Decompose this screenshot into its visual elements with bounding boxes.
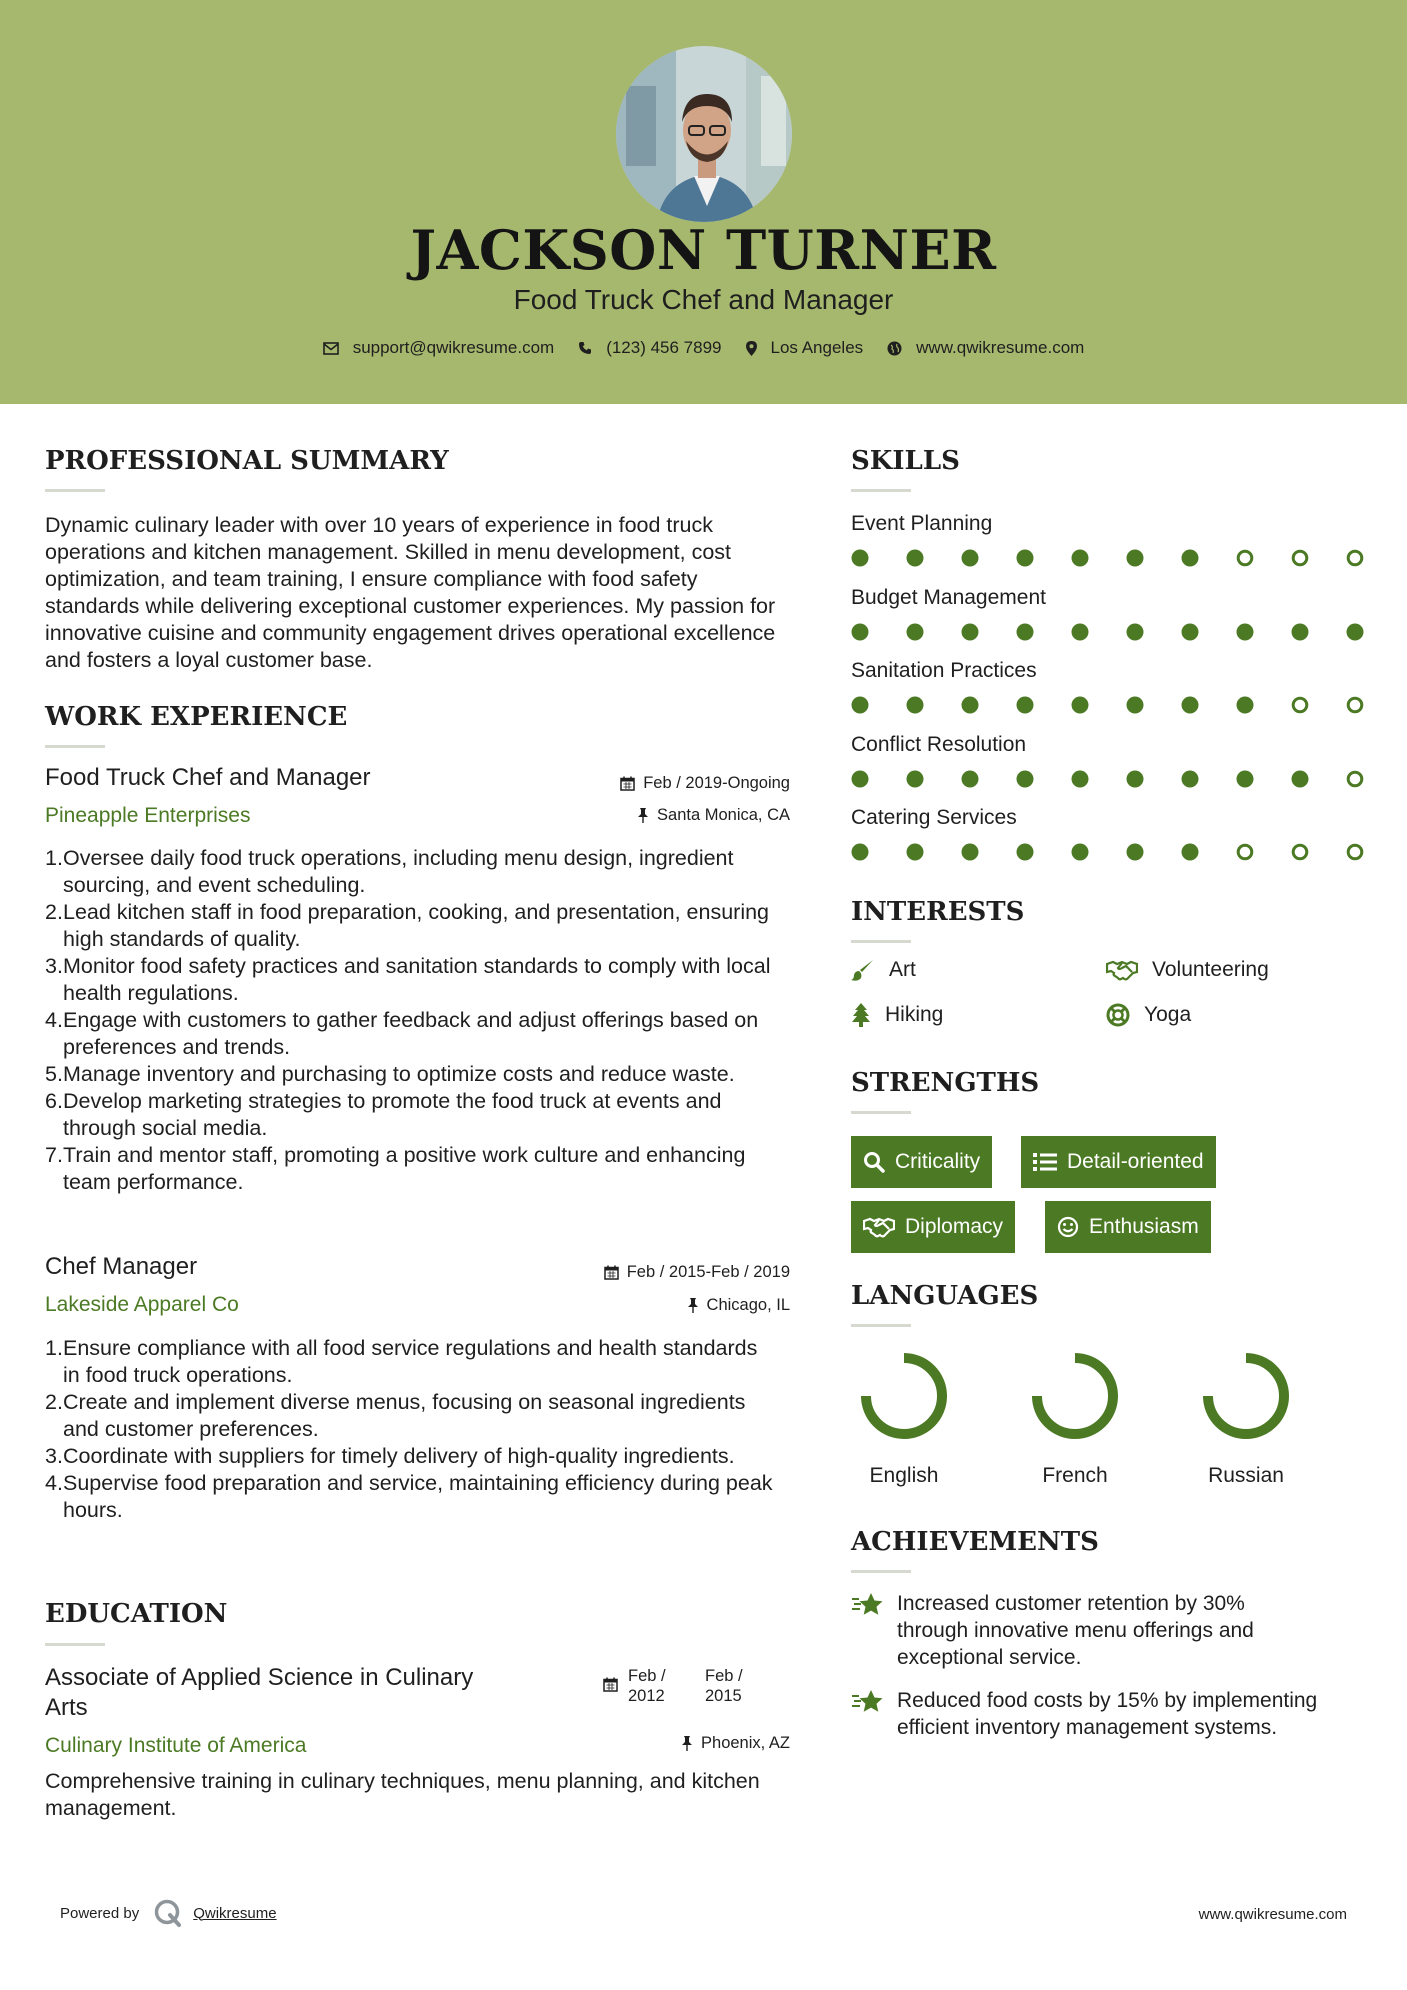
skill-dot-filled	[852, 697, 869, 714]
skill-dot-filled	[907, 623, 924, 640]
achievement-text: Increased customer retention by 30% through innovative menu offerings and exceptional service.	[897, 1592, 1254, 1669]
experience-heading: WORK EXPERIENCE	[45, 702, 348, 732]
skill-dot-empty	[1348, 551, 1362, 565]
skill-dot-filled	[962, 623, 979, 640]
skill-dot-filled	[1017, 697, 1034, 714]
job-location-text: Chicago, IL	[706, 1296, 790, 1314]
calendar-icon	[620, 776, 635, 791]
job-title: Food Truck Chef and Manager	[45, 764, 371, 791]
skill-rating	[849, 620, 1369, 644]
edu-start-year: 2012	[628, 1687, 665, 1705]
job-dates	[540, 774, 790, 793]
duty-text: Monitor food safety practices and sanitation standards to comply with local health regulations.	[63, 954, 771, 1005]
strength-tag-enthusiasm	[1045, 1201, 1211, 1253]
interest-art	[851, 958, 916, 982]
achievement-item	[851, 1590, 1321, 1671]
contact-phone[interactable]	[578, 338, 721, 358]
achievements-divider	[851, 1570, 911, 1573]
contact-email[interactable]	[323, 338, 555, 358]
skill-rating	[849, 840, 1369, 864]
skill-dot-filled	[1017, 844, 1034, 861]
skills-divider	[851, 489, 911, 492]
skill-dot-filled	[1292, 623, 1309, 640]
education-dates	[603, 1667, 793, 1709]
duty-item	[45, 1335, 775, 1389]
interest-label: Hiking	[885, 1003, 944, 1026]
skill-dot-filled	[907, 770, 924, 787]
duty-number: 4.	[45, 1471, 63, 1495]
phone-text: (123) 456 7899	[606, 338, 722, 357]
skill-dot-filled	[1127, 770, 1144, 787]
skill-dot-filled	[1127, 550, 1144, 567]
language-name: Russian	[1208, 1464, 1284, 1487]
skill-name: Event Planning	[851, 512, 993, 535]
duty-text: Create and implement diverse menus, focusing on seasonal ingredients and customer preferences.	[63, 1390, 746, 1441]
job-company: Lakeside Apparel Co	[45, 1293, 239, 1316]
skill-dot-filled	[1072, 550, 1089, 567]
calendar-icon	[604, 1265, 619, 1280]
tree-icon	[851, 1003, 871, 1027]
skill-dot-filled	[1127, 844, 1144, 861]
skill-dot-empty	[1348, 845, 1362, 859]
skill-dot-empty	[1293, 845, 1307, 859]
duty-number: 5.	[45, 1062, 63, 1086]
profile-photo	[613, 43, 795, 225]
languages-heading: LANGUAGES	[851, 1281, 1039, 1311]
skill-dot-empty	[1348, 698, 1362, 712]
duty-item	[45, 1470, 775, 1524]
job-title: Chef Manager	[45, 1253, 198, 1280]
website-text: www.qwikresume.com	[916, 338, 1085, 357]
job-location	[540, 806, 790, 825]
skills-heading: SKILLS	[851, 446, 960, 476]
handshake-icon	[863, 1216, 895, 1238]
pushpin-icon	[681, 1736, 693, 1751]
skill-dot-filled	[1182, 844, 1199, 861]
strengths-divider	[851, 1111, 911, 1114]
globe-icon	[887, 341, 902, 356]
duty-number: 1.	[45, 1336, 63, 1360]
skill-dot-filled	[1237, 697, 1254, 714]
skill-name: Catering Services	[851, 806, 1017, 829]
skill-dot-filled	[1017, 623, 1034, 640]
contact-bar	[0, 338, 1407, 358]
pushpin-icon	[687, 1298, 699, 1313]
duty-item	[45, 1142, 790, 1196]
pushpin-icon	[637, 808, 649, 823]
skill-dot-filled	[1072, 697, 1089, 714]
job-dates-text: Feb / 2019-Ongoing	[643, 774, 790, 792]
skill-dot-filled	[962, 844, 979, 861]
language-ring	[1029, 1350, 1121, 1442]
duty-text: Lead kitchen staff in food preparation, cooking, and presentation, ensuring high standards of quality.	[63, 900, 770, 951]
job-location	[540, 1296, 790, 1315]
skill-dot-empty	[1293, 698, 1307, 712]
skill-dot-filled	[962, 697, 979, 714]
duty-text: Coordinate with suppliers for timely delivery of high-quality ingredients.	[63, 1444, 735, 1468]
language-name: English	[869, 1464, 939, 1487]
strength-tag-criticality	[851, 1136, 992, 1188]
skill-dot-filled	[1072, 770, 1089, 787]
education-divider	[45, 1643, 105, 1646]
paintbrush-icon	[851, 958, 875, 982]
degree-title-line1: Associate of Applied Science in Culinary	[45, 1664, 474, 1691]
skill-dot-filled	[1182, 623, 1199, 640]
duty-number: 3.	[45, 954, 63, 978]
skill-rating	[849, 693, 1369, 717]
location-text: Los Angeles	[770, 338, 864, 357]
edu-end-month: Feb /	[705, 1667, 743, 1685]
strengths-heading: STRENGTHS	[851, 1068, 1040, 1098]
skill-dot-empty	[1238, 845, 1252, 859]
candidate-name: JACKSON TURNER	[410, 218, 997, 282]
skill-dot-filled	[1127, 623, 1144, 640]
job-duties	[45, 1335, 775, 1524]
duty-item	[45, 1088, 790, 1142]
duty-number: 2.	[45, 900, 63, 924]
footer-branding[interactable]	[60, 1898, 277, 1928]
achievements-heading: ACHIEVEMENTS	[851, 1527, 1099, 1557]
duty-item	[45, 899, 790, 953]
brand-link[interactable]: Qwikresume	[193, 1904, 277, 1922]
duty-number: 2.	[45, 1390, 63, 1414]
skill-dot-filled	[907, 550, 924, 567]
phone-icon	[578, 341, 592, 355]
duty-number: 7.	[45, 1143, 63, 1167]
skill-dot-filled	[1347, 623, 1364, 640]
interest-yoga	[1106, 1003, 1191, 1027]
strength-tag-detail-oriented	[1021, 1136, 1216, 1188]
duty-item	[45, 1443, 775, 1470]
skill-dot-empty	[1238, 551, 1252, 565]
lifebuoy-icon	[1106, 1003, 1130, 1027]
education-description: Comprehensive training in culinary techniques, menu planning, and kitchen management.	[45, 1769, 760, 1820]
education-heading: EDUCATION	[45, 1599, 228, 1629]
school-name: Culinary Institute of America	[45, 1734, 307, 1757]
education-location	[540, 1734, 790, 1753]
interest-volunteering	[1106, 958, 1269, 982]
skill-dot-filled	[1017, 770, 1034, 787]
skill-dot-filled	[852, 623, 869, 640]
job-dates	[540, 1263, 790, 1282]
summary-divider	[45, 489, 105, 492]
powered-by-text: Powered by	[60, 1904, 140, 1922]
skill-dot-filled	[1182, 770, 1199, 787]
language-arc	[1037, 1358, 1113, 1434]
search-icon	[863, 1151, 885, 1173]
skill-dot-filled	[1017, 550, 1034, 567]
strength-label: Detail-oriented	[1067, 1150, 1204, 1173]
language-ring	[1200, 1350, 1292, 1442]
summary-heading: PROFESSIONAL SUMMARY	[45, 446, 449, 476]
skill-dot-filled	[1182, 550, 1199, 567]
job-duties	[45, 845, 790, 1196]
handshake-icon	[1106, 959, 1138, 981]
strength-tag-diplomacy	[851, 1201, 1015, 1253]
email-text: support@qwikresume.com	[352, 338, 555, 357]
duty-text: Manage inventory and purchasing to optimize costs and reduce waste.	[63, 1062, 735, 1086]
skill-dot-filled	[1292, 770, 1309, 787]
contact-website[interactable]	[887, 338, 1084, 358]
edu-location-text: Phoenix, AZ	[701, 1734, 790, 1752]
skill-dot-filled	[1072, 623, 1089, 640]
achievement-text: Reduced food costs by 15% by implementing efficient inventory management systems.	[897, 1689, 1318, 1739]
interests-divider	[851, 940, 911, 943]
edu-start-month: Feb /	[628, 1667, 666, 1685]
skill-dot-filled	[1182, 697, 1199, 714]
skill-dot-empty	[1293, 551, 1307, 565]
skill-name: Sanitation Practices	[851, 659, 1037, 682]
skill-dot-filled	[1072, 844, 1089, 861]
achievement-item	[851, 1687, 1321, 1741]
skill-dot-empty	[1348, 772, 1362, 786]
footer-website[interactable]: www.qwikresume.com	[1198, 1906, 1347, 1923]
duty-item	[45, 1007, 790, 1061]
strength-label: Criticality	[895, 1150, 981, 1173]
star-badge-icon	[851, 1592, 885, 1618]
duty-number: 4.	[45, 1008, 63, 1032]
job-location-text: Santa Monica, CA	[657, 806, 790, 824]
star-badge-icon	[851, 1689, 885, 1715]
duty-item	[45, 953, 790, 1007]
smile-icon	[1057, 1216, 1079, 1238]
duty-number: 6.	[45, 1089, 63, 1113]
duty-item	[45, 1389, 775, 1443]
skill-rating	[849, 546, 1369, 570]
duty-text: Engage with customers to gather feedback and adjust offerings based on preferences and trends.	[63, 1008, 759, 1059]
skill-dot-filled	[1237, 770, 1254, 787]
strength-label: Diplomacy	[905, 1215, 1004, 1238]
map-pin-icon	[746, 341, 757, 356]
interest-label: Volunteering	[1152, 958, 1269, 981]
job-dates-text: Feb / 2015-Feb / 2019	[626, 1263, 790, 1281]
skill-dot-filled	[852, 770, 869, 787]
contact-location	[746, 338, 864, 358]
skill-name: Conflict Resolution	[851, 732, 1027, 756]
strength-label: Enthusiasm	[1089, 1215, 1199, 1238]
interests-heading: INTERESTS	[851, 897, 1025, 927]
skill-dot-filled	[907, 844, 924, 861]
language-arc	[1208, 1358, 1284, 1434]
duty-number: 1.	[45, 846, 63, 870]
job-company: Pineapple Enterprises	[45, 804, 251, 827]
skill-dot-filled	[1237, 623, 1254, 640]
duty-text: Oversee daily food truck operations, including menu design, ingredient sourcing, and event scheduling.	[63, 846, 734, 897]
duty-text: Develop marketing strategies to promote the food truck at events and through social media.	[63, 1089, 722, 1140]
interest-label: Art	[889, 958, 916, 981]
resume-header	[0, 0, 1407, 404]
skill-dot-filled	[852, 550, 869, 567]
duty-text: Ensure compliance with all food service regulations and health standards in food truck operations.	[63, 1336, 758, 1387]
language-arc	[866, 1358, 942, 1434]
duty-item	[45, 1061, 790, 1088]
duty-text: Supervise food preparation and service, maintaining efficiency during peak hours.	[63, 1471, 773, 1522]
candidate-title: Food Truck Chef and Manager	[513, 284, 894, 315]
skill-name: Budget Management	[851, 585, 1046, 609]
skill-dot-filled	[907, 697, 924, 714]
skill-dot-filled	[1127, 697, 1144, 714]
language-ring	[858, 1350, 950, 1442]
skill-dot-filled	[962, 550, 979, 567]
degree-title-line2: Arts	[45, 1694, 88, 1721]
duty-item	[45, 845, 790, 899]
envelope-icon	[323, 342, 339, 355]
list-icon	[1033, 1152, 1057, 1172]
duty-text: Train and mentor staff, promoting a positive work culture and enhancing team performance.	[63, 1143, 746, 1194]
experience-divider	[45, 745, 105, 748]
skill-dot-filled	[852, 844, 869, 861]
summary-text: Dynamic culinary leader with over 10 years of experience in food truck operations and kitchen management. Skilled in menu development, cost optimization, and team training, I ensure compliance with food safety standards while delivering exceptional customer experiences. My passion for innovative cuisine and community engagement drives operational excellence and fosters a loyal customer base.	[45, 513, 776, 672]
languages-divider	[851, 1324, 911, 1327]
interest-hiking	[851, 1003, 943, 1027]
skill-rating	[849, 767, 1369, 791]
edu-end-year: 2015	[705, 1687, 742, 1705]
calendar-icon	[603, 1677, 618, 1692]
interest-label: Yoga	[1144, 1003, 1192, 1026]
qwikresume-logo-icon	[153, 1898, 183, 1928]
skill-dot-filled	[962, 770, 979, 787]
language-name: French	[1042, 1464, 1108, 1487]
duty-number: 3.	[45, 1444, 63, 1468]
